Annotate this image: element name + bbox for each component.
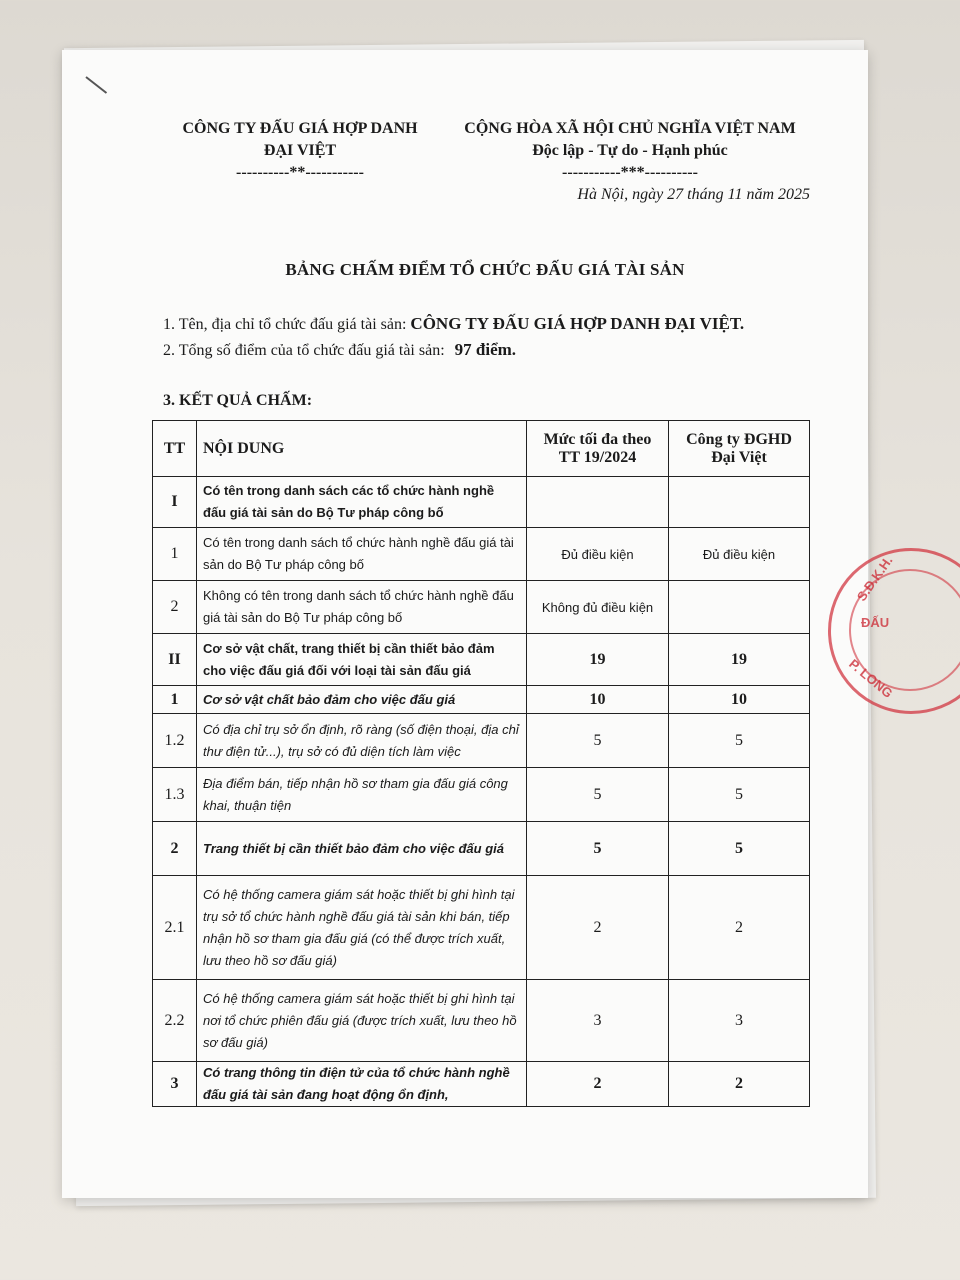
row-company: 19 <box>669 634 810 686</box>
header-tt: TT <box>153 421 197 477</box>
row-company: Đủ điều kiện <box>669 528 810 581</box>
nation-line1: CỘNG HÒA XÃ HỘI CHỦ NGHĨA VIỆT NAM <box>464 120 796 137</box>
info-item-3: 3. KẾT QUẢ CHẤM: <box>163 392 313 409</box>
row-company: 5 <box>669 768 810 822</box>
row-tt: 2.1 <box>153 876 197 980</box>
stamp-text-top: S.Đ.K.H. <box>853 553 896 604</box>
header-max-line1: Mức tối đa theo <box>543 430 652 448</box>
row-max: 2 <box>527 876 669 980</box>
row-content: Cơ sở vật chất, trang thiết bị cần thiết bảo đảm cho việc đấu giá đối với loại tài sản đấu giá <box>197 634 527 686</box>
info-item-1-value: CÔNG TY ĐẤU GIÁ HỢP DANH ĐẠI VIỆT. <box>410 314 745 333</box>
row-content: Trang thiết bị cần thiết bảo đảm cho việc đấu giá <box>197 822 527 876</box>
row-company: 2 <box>669 1062 810 1107</box>
table-row <box>153 980 810 1062</box>
info-item-1-label: 1. Tên, địa chỉ tổ chức đấu giá tài sản: <box>163 316 407 333</box>
row-content: Không có tên trong danh sách tổ chức hành nghề đấu giá tài sản do Bộ Tư pháp công bố <box>197 581 527 634</box>
row-max: 19 <box>527 634 669 686</box>
nation-motto: Độc lập - Tự do - Hạnh phúc <box>532 142 728 159</box>
row-content: Có trang thông tin điện tử của tổ chức hành nghề đấu giá tài sản đang hoạt động ổn định, <box>197 1062 527 1107</box>
info-item-2-label: 2. Tổng số điểm của tổ chức đấu giá tài sản: <box>163 342 445 359</box>
info-item-2-value: 97 điểm. <box>454 340 517 359</box>
table-row <box>153 876 810 980</box>
header-content: NỘI DUNG <box>197 421 527 477</box>
table-row <box>153 1062 810 1107</box>
national-header <box>445 118 815 184</box>
info-item-2 <box>163 340 516 360</box>
organization-header <box>150 118 450 184</box>
row-tt: 2 <box>153 581 197 634</box>
row-company: 3 <box>669 980 810 1062</box>
header-max <box>527 421 669 477</box>
org-name-line2: ĐẠI VIỆT <box>263 142 337 159</box>
row-company: 2 <box>669 876 810 980</box>
row-tt: 2.2 <box>153 980 197 1062</box>
document-date: Hà Nội, ngày 27 tháng 11 năm 2025 <box>577 186 810 203</box>
row-company <box>669 581 810 634</box>
nation-separator: -----------***---------- <box>562 164 698 181</box>
row-max: 5 <box>527 768 669 822</box>
header-company <box>669 421 810 477</box>
row-content: Địa điểm bán, tiếp nhận hồ sơ tham gia đấu giá công khai, thuận tiện <box>197 768 527 822</box>
table-header-row <box>153 421 810 477</box>
row-max: 5 <box>527 714 669 768</box>
row-max: 2 <box>527 1062 669 1107</box>
row-max <box>527 477 669 528</box>
table-row <box>153 477 810 528</box>
info-item-1 <box>163 314 744 334</box>
table-row <box>153 581 810 634</box>
row-company <box>669 477 810 528</box>
row-content: Cơ sở vật chất bảo đảm cho việc đấu giá <box>197 686 527 714</box>
header-company-line1: Công ty ĐGHD <box>686 430 792 448</box>
document-title: BẢNG CHẤM ĐIỂM TỔ CHỨC ĐẤU GIÁ TÀI SẢN <box>285 260 685 279</box>
row-tt: 2 <box>153 822 197 876</box>
row-content: Có tên trong danh sách tổ chức hành nghề đấu giá tài sản do Bộ Tư pháp công bố <box>197 528 527 581</box>
row-content: Có hệ thống camera giám sát hoặc thiết bị ghi hình tại nơi tổ chức phiên đấu giá (được trích xuất, lưu theo hồ sơ đấu giá) <box>197 980 527 1062</box>
row-max: Đủ điều kiện <box>527 528 669 581</box>
row-tt: 1 <box>153 528 197 581</box>
header-max-line2: TT 19/2024 <box>558 448 637 466</box>
org-separator: ----------**----------- <box>236 164 364 181</box>
row-tt: II <box>153 634 197 686</box>
row-content: Có hệ thống camera giám sát hoặc thiết bị ghi hình tại trụ sở tổ chức hành nghề đấu giá tài sản khi bán, tiếp nhận hồ sơ tham gia đấu giá (có thể được trích xuất, lưu theo hồ sơ đấu giá) <box>197 876 527 980</box>
row-max: 10 <box>527 686 669 714</box>
stamp-text-bottom: P. LONG <box>846 656 896 701</box>
row-tt: 1 <box>153 686 197 714</box>
header-company-line2: Đại Việt <box>711 448 767 466</box>
row-content: Có tên trong danh sách các tổ chức hành nghề đấu giá tài sản do Bộ Tư pháp công bố <box>197 477 527 528</box>
row-company: 10 <box>669 686 810 714</box>
stamp-text-mid: ĐẤU <box>861 615 890 630</box>
row-max: 5 <box>527 822 669 876</box>
row-content: Có địa chỉ trụ sở ổn định, rõ ràng (số điện thoại, địa chỉ thư điện tử...), trụ sở có đủ diện tích làm việc <box>197 714 527 768</box>
org-name-line1: CÔNG TY ĐẤU GIÁ HỢP DANH <box>182 120 418 137</box>
row-max: 3 <box>527 980 669 1062</box>
row-company: 5 <box>669 822 810 876</box>
table-row <box>153 634 810 686</box>
row-max: Không đủ điều kiện <box>527 581 669 634</box>
score-table <box>152 420 810 1107</box>
row-tt: 1.2 <box>153 714 197 768</box>
row-company: 5 <box>669 714 810 768</box>
table-row <box>153 822 810 876</box>
table-row <box>153 714 810 768</box>
table-row <box>153 768 810 822</box>
row-tt: 3 <box>153 1062 197 1107</box>
table-row <box>153 528 810 581</box>
row-tt: I <box>153 477 197 528</box>
row-tt: 1.3 <box>153 768 197 822</box>
table-row <box>153 686 810 714</box>
